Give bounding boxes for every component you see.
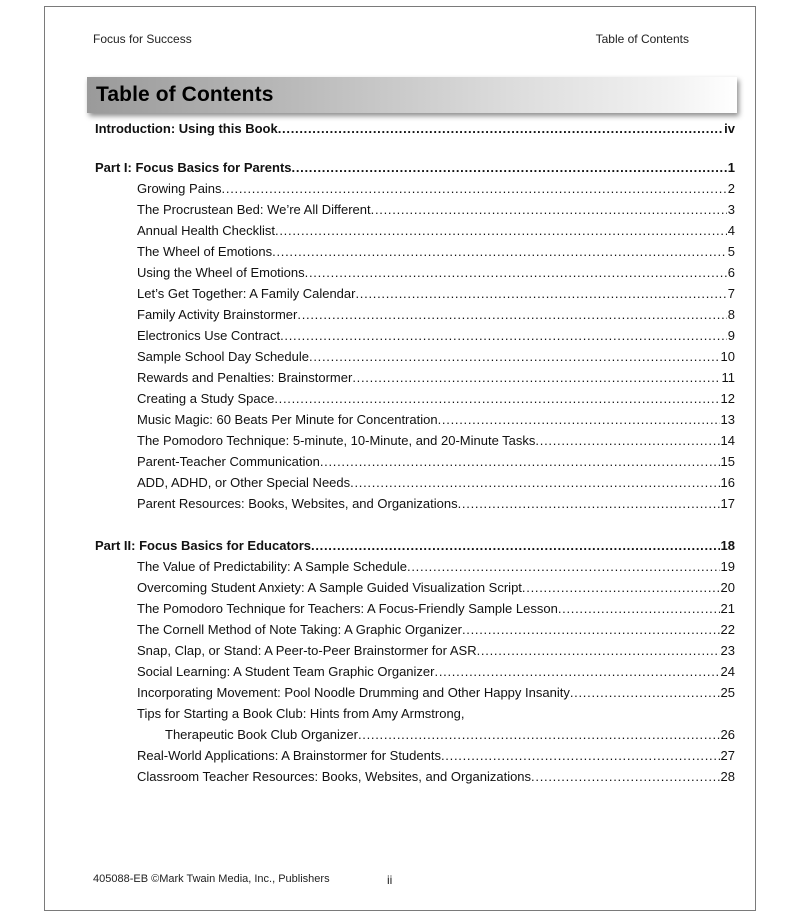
dot-leader [297,307,726,322]
toc-entry-label: Tips for Starting a Book Club: Hints from Amy Armstrong, [137,706,465,721]
toc-page-number: 10 [720,349,735,364]
toc-page-number: 5 [727,244,735,259]
toc-entry-label: The Procrustean Bed: We’re All Different [137,202,371,217]
toc-entry[interactable] [95,748,735,769]
toc-page-number: 1 [727,160,735,175]
toc-entry-label: Parent-Teacher Communication [137,454,320,469]
toc-page-number: 25 [720,685,735,700]
toc-page-number: 27 [720,748,735,763]
dot-leader [438,412,720,427]
toc-page-number: 18 [720,538,735,553]
toc-page-number: 14 [720,433,735,448]
toc-page-number: 22 [720,622,735,637]
toc-entry-label: Snap, Clap, or Stand: A Peer-to-Peer Brainstormer for ASR [137,643,477,658]
toc-entry-label: Rewards and Penalties: Brainstormer [137,370,353,385]
toc-page-number: iv [724,121,735,136]
toc-entry[interactable] [95,370,735,391]
dot-leader [320,454,720,469]
dot-leader [570,685,720,700]
toc-entry[interactable] [95,433,735,454]
toc-entry[interactable] [95,601,735,622]
dot-leader [350,475,719,490]
toc-entry[interactable] [95,496,735,517]
toc-page-number: 6 [727,265,735,280]
toc-entry[interactable] [95,286,735,307]
toc-entry-label: Using the Wheel of Emotions [137,265,305,280]
toc-entry-label: Parent Resources: Books, Websites, and Organizations [137,496,458,511]
toc-entry[interactable] [95,685,735,706]
toc-intro[interactable] [95,121,735,142]
toc-page-number: 23 [720,643,735,658]
dot-leader [292,160,727,175]
dot-leader [272,244,727,259]
toc-entry-label: Introduction: Using this Book [95,121,278,136]
toc-entry-label: Music Magic: 60 Beats Per Minute for Concentration [137,412,438,427]
toc-entry-label: Sample School Day Schedule [137,349,309,364]
toc-entry-label: The Pomodoro Technique: 5-minute, 10-Minute, and 20-Minute Tasks [137,433,536,448]
toc-entry[interactable] [95,265,735,286]
toc-entry-label: The Pomodoro Technique for Teachers: A Focus-Friendly Sample Lesson [137,601,558,616]
toc-entry[interactable] [95,454,735,475]
toc-entry[interactable] [95,349,735,370]
toc-part-1[interactable] [95,160,735,181]
table-of-contents [95,121,735,790]
dot-leader [522,580,720,595]
toc-entry[interactable] [95,412,735,433]
toc-part-2[interactable] [95,538,735,559]
toc-page-number: 21 [720,601,735,616]
toc-entry-label: Overcoming Student Anxiety: A Sample Guided Visualization Script [137,580,522,595]
toc-page-number: 15 [720,454,735,469]
running-head-right: Table of Contents [595,32,689,46]
dot-leader [275,223,727,238]
toc-page-number: 9 [727,328,735,343]
toc-entry[interactable] [95,580,735,601]
toc-entry[interactable] [95,244,735,265]
toc-entry-label: Let’s Get Together: A Family Calendar [137,286,356,301]
dot-leader [358,727,720,742]
toc-page-number: 20 [720,580,735,595]
toc-entry-continuation-label: Therapeutic Book Club Organizer [165,727,358,742]
dot-leader [477,643,720,658]
toc-entry-label: The Value of Predictability: A Sample Schedule [137,559,408,574]
dot-leader [371,202,727,217]
toc-page-number: 11 [721,370,735,385]
dot-leader [280,328,727,343]
toc-entry-label: The Cornell Method of Note Taking: A Graphic Organizer [137,622,462,637]
toc-entry[interactable] [95,769,735,790]
toc-entry[interactable] [95,559,735,580]
dot-leader [355,286,726,301]
toc-page-number: 8 [727,307,735,322]
dot-leader [309,349,720,364]
toc-page-number: 13 [720,412,735,427]
toc-entry-label: Creating a Study Space [137,391,275,406]
toc-entry-label: Electronics Use Contract [137,328,281,343]
toc-page-number: 12 [720,391,735,406]
toc-page-number: 19 [720,559,735,574]
toc-page-number: 16 [720,475,735,490]
dot-leader [458,496,720,511]
toc-entry-label: Classroom Teacher Resources: Books, Websites, and Organizations [137,769,532,784]
toc-entry-label: Incorporating Movement: Pool Noodle Drumming and Other Happy Insanity [137,685,570,700]
dot-leader [222,181,727,196]
toc-page-number: 28 [720,769,735,784]
toc-entry-label: The Wheel of Emotions [137,244,273,259]
toc-entry[interactable] [95,391,735,412]
dot-leader [435,664,720,679]
toc-entry-label: Real-World Applications: A Brainstormer for Students [137,748,441,763]
toc-part-label: Part I: Focus Basics for Parents [95,160,292,175]
toc-page-number: 2 [727,181,735,196]
footer-page-number: ii [387,873,393,887]
toc-entry[interactable] [95,202,735,223]
dot-leader [305,265,727,280]
toc-entry[interactable] [95,307,735,328]
footer-publisher: 405088-EB ©Mark Twain Media, Inc., Publishers [93,873,330,885]
toc-page-number: 26 [720,727,735,742]
toc-entry[interactable] [95,664,735,685]
dot-leader [535,433,719,448]
running-head-left: Focus for Success [93,32,192,46]
toc-entry-label: Social Learning: A Student Team Graphic Organizer [137,664,435,679]
dot-leader [278,121,723,136]
dot-leader [558,601,720,616]
dot-leader [462,622,720,637]
toc-entry[interactable] [95,223,735,244]
toc-entry-label: Annual Health Checklist [137,223,276,238]
dot-leader [274,391,719,406]
dot-leader [352,370,720,385]
toc-page-number: 3 [727,202,735,217]
page-title: Table of Contents [96,83,274,106]
toc-entry-label: Growing Pains [137,181,222,196]
dot-leader [531,769,719,784]
toc-page-number: 4 [727,223,735,238]
dot-leader [441,748,720,763]
toc-entry-label: Family Activity Brainstormer [137,307,298,322]
toc-page-number: 24 [720,664,735,679]
dot-leader [407,559,720,574]
toc-page-number: 7 [727,286,735,301]
toc-entry-multiline[interactable] [95,706,735,727]
toc-entry-label: ADD, ADHD, or Other Special Needs [137,475,351,490]
toc-entry[interactable] [95,643,735,664]
page [44,6,756,911]
toc-entry[interactable] [95,328,735,349]
toc-part-label: Part II: Focus Basics for Educators [95,538,312,553]
toc-entry[interactable] [95,181,735,202]
toc-entry[interactable] [95,622,735,643]
toc-entry[interactable] [95,475,735,496]
dot-leader [311,538,720,553]
toc-page-number: 17 [720,496,735,511]
title-banner [87,77,737,113]
toc-entry-continuation[interactable] [95,727,735,748]
